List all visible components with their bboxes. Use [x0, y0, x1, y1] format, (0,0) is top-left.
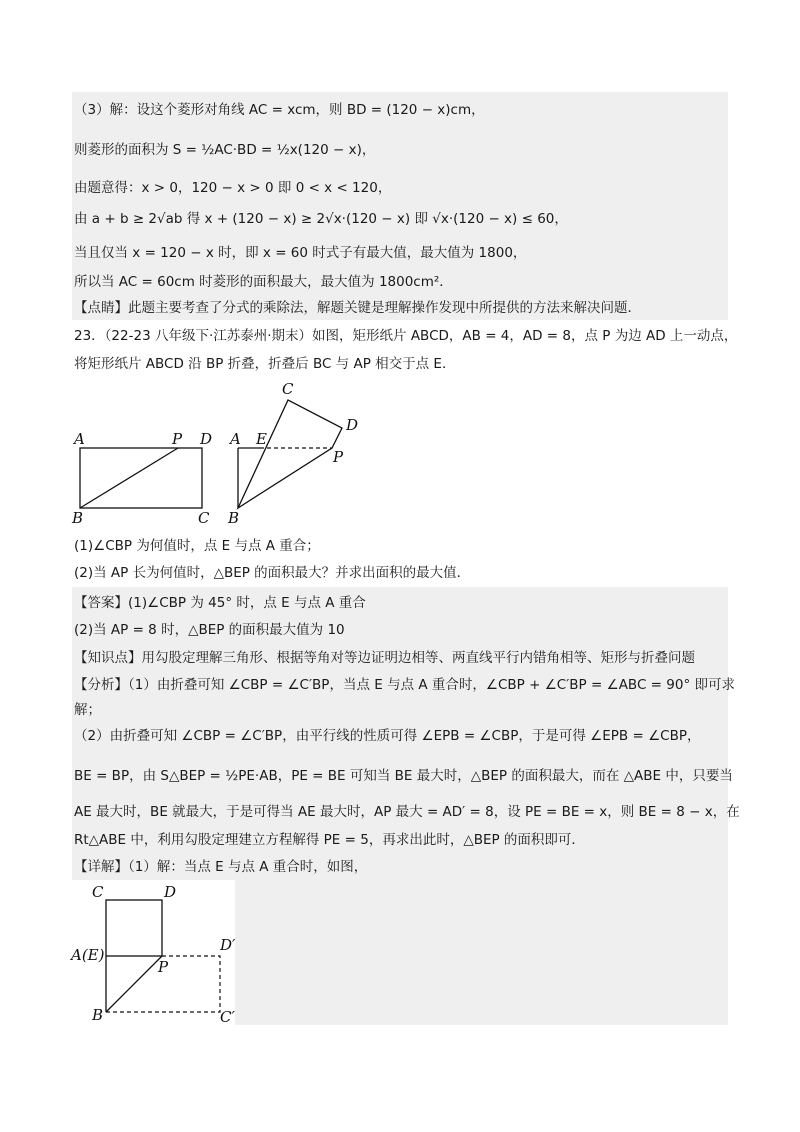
problem-23-figures — [70, 378, 470, 528]
question-1: (1)∠CBP 为何值时，点 E 与点 A 重合； — [74, 538, 320, 554]
analysis-line-3: （2）由折叠可知 ∠CBP = ∠C′BP，由平行线的性质可得 ∠EPB = ∠CBP，于是可得 ∠EPB = ∠CBP， — [74, 728, 701, 744]
detail-figure — [70, 880, 235, 1026]
solution-line-5: 当且仅当 x = 120 − x 时，即 x = 60 时式子有最大值，最大值为 1800， — [74, 245, 527, 261]
label-c-2: C — [282, 380, 294, 398]
label-e-2: E — [256, 430, 267, 448]
solution-comment: 【点睛】此题主要考查了分式的乘除法，解题关键是理解操作发现中所提供的方法来解决问题． — [74, 300, 641, 316]
analysis-line-6: Rt△ABE 中，利用勾股定理建立方程解得 PE = 5，再求出此时，△BEP 的面积即可． — [74, 832, 585, 848]
label-d-1: D — [200, 430, 213, 448]
detail-line: 【详解】（1）解：当点 E 与点 A 重合时，如图， — [74, 859, 368, 875]
label-d-2: D — [346, 416, 359, 434]
question-2: (2)当 AP 长为何值时，△BEP 的面积最大？并求出面积的最大值． — [74, 565, 471, 581]
solution-line-2: 则菱形的面积为 S = ½AC·BD = ½x(120 − x)， — [74, 142, 376, 158]
problem-23-line-2: 将矩形纸片 ABCD 沿 BP 折叠，折叠后 BC 与 AP 相交于点 E． — [74, 356, 456, 372]
analysis-line-5: AE 最大时，BE 就最大，于是可得当 AE 最大时，AP 最大 = AD′ = 8，设 PE = BE = x，则 BE = 8 − x，在 — [74, 804, 740, 820]
label-b-3: B — [92, 1006, 104, 1024]
analysis-line-4: BE = BP，由 S△BEP = ½PE·AB，PE = BE 可知当 BE 最大时，△BEP 的面积最大，而在 △ABE 中，只要当 — [74, 768, 733, 784]
label-b-2: B — [228, 509, 240, 527]
knowledge-points: 【知识点】用勾股定理解三角形、根据等角对等边证明边相等、两直线平行内错角相等、矩形与折叠问题 — [74, 650, 695, 666]
solution-line-1: （3）解：设这个菱形对角线 AC = xcm，则 BD = (120 − x)cm， — [74, 102, 485, 118]
label-p-3: P — [158, 958, 169, 976]
label-a-1: A — [74, 430, 85, 448]
answer-line-2: (2)当 AP = 8 时，△BEP 的面积最大值为 10 — [74, 622, 345, 638]
solution-line-4: 由 a + b ≥ 2√ab 得 x + (120 − x) ≥ 2√x·(120 − x) 即 √x·(120 − x) ≤ 60， — [74, 211, 568, 227]
problem-23-line-1: 23．（22-23 八年级下·江苏泰州·期末）如图，矩形纸片 ABCD，AB = 4，AD = 8，点 P 为边 AD 上一动点， — [74, 328, 738, 344]
solution-line-3: 由题意得：x > 0，120 − x > 0 即 0 < x < 120， — [74, 180, 392, 196]
analysis-line-1: 【分析】（1）由折叠可知 ∠CBP = ∠C′BP，当点 E 与点 A 重合时，∠CBP + ∠C′BP = ∠ABC = 90° 即可求 — [74, 677, 735, 693]
label-cp-3: C′ — [220, 1008, 235, 1026]
label-b-1: B — [72, 509, 84, 527]
label-p-2: P — [333, 448, 344, 466]
answer-line-1: 【答案】(1)∠CBP 为 45° 时，点 E 与点 A 重合 — [74, 595, 366, 611]
label-ae-3: A(E) — [71, 946, 105, 964]
analysis-line-2: 解； — [74, 702, 101, 718]
solution-line-6: 所以当 AC = 60cm 时菱形的面积最大，最大值为 1800cm²． — [74, 274, 453, 290]
rectangle-abcd — [80, 448, 202, 508]
label-c-3: C — [92, 883, 104, 901]
label-a-2: A — [230, 430, 241, 448]
label-dp-3: D′ — [220, 936, 235, 954]
segment-bp — [80, 448, 178, 508]
label-d-3: D — [164, 883, 177, 901]
label-c-1: C — [198, 509, 210, 527]
folded-flap — [238, 400, 342, 508]
label-p-1: P — [172, 430, 183, 448]
